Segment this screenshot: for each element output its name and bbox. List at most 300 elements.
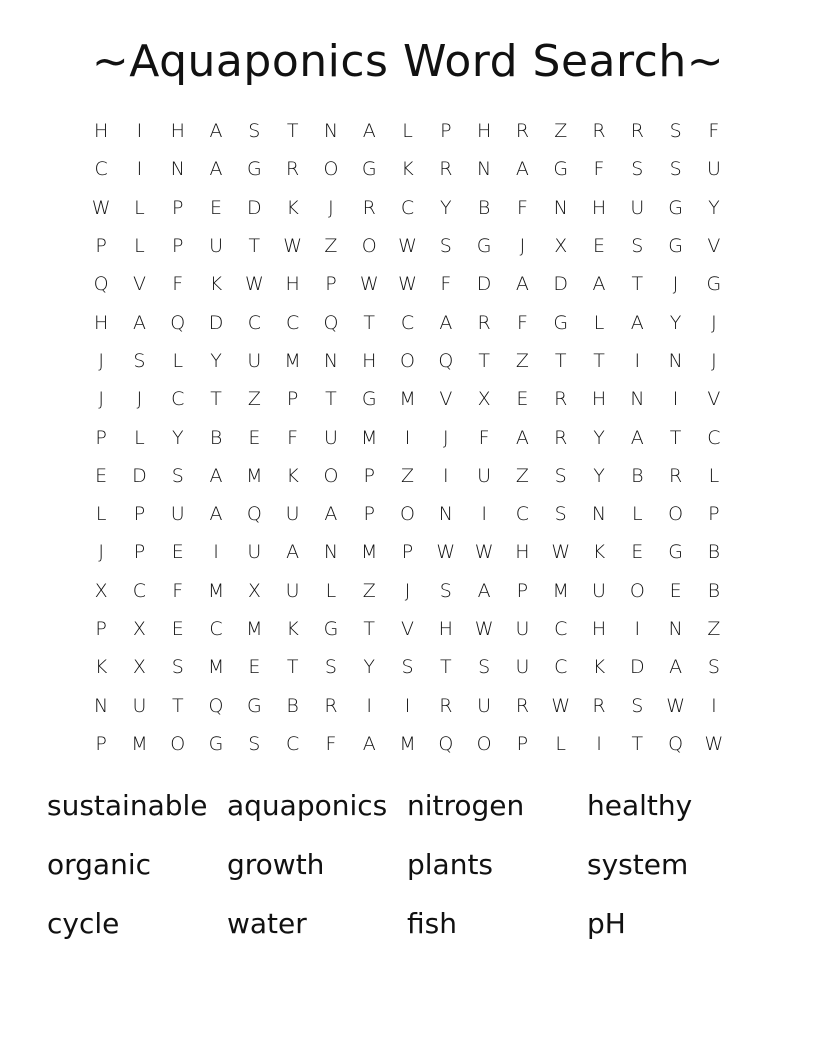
grid-letter: H — [285, 273, 300, 296]
grid-letter: A — [592, 273, 606, 296]
grid-letter: F — [593, 158, 605, 181]
grid-letter: E — [669, 579, 682, 602]
grid-letter: M — [207, 579, 225, 602]
grid-letter: K — [286, 464, 299, 487]
grid-letter: Y — [363, 656, 376, 679]
grid-letter: R — [439, 158, 453, 181]
grid-letter: G — [553, 158, 569, 181]
grid-letter: P — [133, 503, 146, 526]
grid-letter: I — [404, 694, 411, 717]
grid-letter: T — [631, 732, 644, 755]
grid-letter: S — [554, 464, 567, 487]
grid-letter: N — [591, 503, 607, 526]
word-list-item: healthy — [587, 789, 693, 822]
grid-letter: N — [553, 196, 568, 219]
grid-letter: W — [398, 273, 417, 296]
grid-letter: S — [554, 503, 567, 526]
grid-letter: G — [246, 694, 262, 717]
grid-letter: Q — [246, 503, 262, 526]
grid-letter: V — [707, 235, 721, 258]
grid-letter: S — [439, 579, 452, 602]
grid-letter: C — [171, 388, 185, 411]
grid-letter: N — [477, 158, 492, 181]
grid-letter: V — [439, 388, 453, 411]
grid-letter: R — [630, 120, 644, 143]
grid-letter: P — [363, 464, 375, 487]
grid-letter: R — [439, 694, 453, 717]
grid-letter: T — [286, 120, 299, 143]
grid-letter: B — [631, 464, 644, 487]
grid-letter: L — [134, 235, 145, 258]
grid-letter: N — [170, 158, 185, 181]
grid-letter: P — [95, 235, 107, 258]
grid-letter: K — [401, 158, 414, 181]
grid-letter: Z — [515, 349, 529, 372]
grid-letter: K — [592, 541, 606, 564]
grid-letter: P — [363, 503, 375, 526]
grid-letter: Z — [554, 120, 568, 143]
grid-letter: U — [515, 656, 530, 679]
grid-letter: R — [515, 694, 530, 717]
grid-letter: G — [668, 541, 683, 564]
word-list-item: plants — [407, 848, 494, 881]
grid-letter: E — [248, 656, 261, 679]
grid-letter: Y — [593, 464, 605, 487]
grid-letter: O — [323, 464, 339, 487]
grid-letter: A — [209, 120, 223, 143]
grid-letter: Z — [707, 618, 721, 640]
grid-letter: G — [706, 273, 722, 296]
grid-letter: W — [704, 732, 724, 755]
grid-letter: S — [631, 235, 644, 258]
grid-letter: H — [170, 120, 185, 143]
grid-letter: L — [555, 732, 566, 755]
grid-letter: C — [132, 579, 147, 602]
grid-letter: T — [440, 656, 452, 679]
grid-letter: Y — [708, 196, 720, 219]
grid-letter: L — [708, 464, 720, 487]
grid-letter: P — [440, 120, 452, 143]
grid-letter: I — [481, 503, 487, 526]
grid-letter: I — [596, 732, 602, 755]
grid-letter: L — [325, 579, 337, 602]
grid-letter: S — [324, 656, 337, 679]
grid-letter: X — [247, 579, 261, 602]
grid-letter: A — [362, 732, 376, 755]
grid-letter: S — [478, 656, 491, 679]
grid-letter: S — [133, 349, 146, 372]
grid-letter: I — [672, 388, 679, 411]
grid-letter: X — [554, 235, 568, 258]
grid-letter: T — [210, 388, 222, 411]
grid-letter: E — [171, 541, 184, 564]
grid-letter: W — [436, 541, 456, 564]
grid-letter: U — [477, 694, 492, 717]
grid-letter: H — [591, 618, 607, 640]
grid-letter: U — [592, 579, 606, 602]
grid-letter: G — [323, 618, 339, 640]
grid-letter: Z — [515, 464, 529, 487]
grid-letter: E — [95, 464, 108, 487]
grid-letter: F — [516, 196, 528, 219]
grid-letter: G — [553, 311, 569, 334]
grid-letter: I — [443, 464, 449, 487]
grid-letter: W — [474, 541, 494, 564]
grid-letter: S — [631, 158, 644, 181]
grid-letter: C — [554, 618, 568, 640]
grid-letter: T — [593, 349, 605, 372]
grid-letter: H — [94, 311, 109, 334]
grid-letter: P — [708, 503, 720, 526]
grid-letter: H — [515, 541, 530, 564]
grid-letter: U — [477, 464, 492, 487]
grid-letter: U — [630, 196, 645, 219]
grid-letter: H — [94, 120, 109, 143]
grid-letter: Y — [210, 349, 222, 372]
grid-letter: N — [323, 541, 339, 564]
grid-letter: W — [91, 196, 111, 219]
grid-letter: M — [284, 349, 301, 372]
grid-letter: C — [707, 426, 721, 449]
grid-letter: D — [247, 196, 262, 219]
grid-letter: T — [631, 273, 644, 296]
word-list-item: water — [227, 907, 307, 940]
grid-letter: L — [402, 120, 413, 143]
grid-letter: T — [554, 349, 567, 372]
grid-letter: K — [94, 656, 108, 679]
word-list-item: organic — [47, 848, 152, 881]
grid-letter: U — [285, 503, 300, 526]
grid-letter: U — [132, 694, 147, 717]
grid-letter: A — [515, 426, 529, 449]
grid-letter: T — [669, 426, 682, 449]
letter-grid — [82, 112, 733, 763]
grid-letter: Z — [324, 235, 338, 258]
grid-letter: F — [440, 273, 452, 296]
grid-letter: X — [94, 579, 108, 602]
grid-letter: S — [401, 656, 414, 679]
grid-letter: W — [666, 694, 685, 717]
grid-letter: O — [400, 503, 415, 526]
grid-letter: M — [399, 732, 416, 755]
grid-letter: M — [361, 541, 378, 564]
grid-letter: D — [208, 311, 224, 334]
grid-letter: Q — [323, 311, 339, 334]
grid-letter: B — [707, 541, 721, 564]
grid-letter: N — [630, 388, 645, 411]
grid-letter: E — [210, 196, 223, 219]
grid-letter: S — [248, 120, 261, 143]
grid-letter: P — [325, 273, 337, 296]
grid-letter: Q — [208, 694, 224, 717]
grid-letter: G — [476, 235, 492, 258]
grid-letter: O — [170, 732, 186, 755]
grid-letter: E — [516, 388, 529, 411]
grid-letter: T — [478, 349, 490, 372]
grid-letter: K — [286, 196, 299, 219]
grid-letter: P — [95, 426, 107, 449]
grid-letter: R — [592, 694, 606, 717]
grid-letter: R — [669, 464, 683, 487]
grid-letter: L — [172, 349, 184, 372]
grid-letter: I — [136, 158, 143, 181]
grid-letter: J — [443, 426, 449, 449]
grid-letter: N — [94, 694, 109, 717]
grid-letter: U — [323, 426, 338, 449]
grid-letter: O — [476, 732, 492, 755]
grid-letter: F — [172, 579, 184, 602]
grid-letter: W — [551, 694, 571, 717]
grid-letter: S — [669, 120, 682, 143]
grid-letter: G — [361, 158, 377, 181]
grid-letter: A — [630, 311, 644, 334]
grid-letter: H — [591, 196, 607, 219]
grid-letter: M — [207, 656, 225, 679]
grid-letter: I — [711, 694, 717, 717]
grid-letter: A — [209, 464, 223, 487]
grid-letter: U — [285, 579, 300, 602]
grid-letter: B — [707, 579, 721, 602]
grid-letter: C — [554, 656, 568, 679]
grid-letter: R — [324, 694, 338, 717]
grid-letter: J — [98, 541, 104, 564]
grid-letter: S — [669, 158, 682, 181]
grid-letter: F — [478, 426, 490, 449]
grid-letter: X — [132, 656, 146, 679]
grid-letter: P — [95, 618, 107, 640]
grid-letter: A — [362, 120, 376, 143]
grid-letter: Z — [401, 464, 415, 487]
grid-letter: A — [630, 426, 644, 449]
grid-letter: R — [362, 196, 376, 219]
grid-letter: U — [170, 503, 185, 526]
grid-letter: L — [134, 196, 145, 219]
grid-letter: Q — [438, 349, 454, 372]
grid-letter: P — [133, 541, 146, 564]
grid-letter: M — [552, 579, 569, 602]
grid-letter: C — [247, 311, 261, 334]
grid-letter: L — [593, 311, 605, 334]
grid-letter: H — [591, 388, 607, 411]
grid-letter: A — [209, 158, 223, 181]
grid-letter: A — [209, 503, 223, 526]
grid-letter: T — [363, 311, 376, 334]
grid-letter: R — [554, 388, 568, 411]
grid-letter: P — [172, 196, 184, 219]
grid-letter: L — [134, 426, 145, 449]
grid-letter: E — [171, 618, 184, 640]
grid-letter: C — [515, 503, 530, 526]
grid-letter: H — [438, 618, 453, 640]
grid-letter: Z — [362, 579, 376, 602]
grid-letter: D — [629, 656, 645, 679]
grid-letter: C — [209, 618, 223, 640]
grid-letter: S — [439, 235, 452, 258]
grid-letter: B — [209, 426, 223, 449]
grid-letter: W — [551, 541, 571, 564]
grid-letter: O — [629, 579, 645, 602]
grid-letter: G — [208, 732, 224, 755]
grid-letter: Y — [171, 426, 184, 449]
grid-letter: O — [361, 235, 377, 258]
grid-letter: L — [95, 503, 107, 526]
grid-letter: Y — [593, 426, 605, 449]
grid-letter: Q — [438, 732, 454, 755]
grid-letter: N — [668, 618, 683, 640]
grid-letter: U — [247, 541, 262, 564]
grid-letter: C — [285, 732, 300, 755]
page-title: ~Aquaponics Word Search~ — [91, 36, 725, 87]
grid-letter: D — [553, 273, 569, 296]
grid-letter: J — [328, 196, 334, 219]
word-list — [47, 776, 767, 953]
grid-letter: K — [286, 618, 299, 640]
grid-letter: T — [248, 235, 261, 258]
grid-letter: G — [361, 388, 377, 411]
grid-letter: D — [132, 464, 147, 487]
grid-letter: L — [632, 503, 643, 526]
grid-letter: S — [248, 732, 261, 755]
word-list-item: nitrogen — [407, 789, 525, 822]
grid-letter: D — [476, 273, 492, 296]
grid-letter: I — [366, 694, 373, 717]
grid-letter: J — [711, 311, 717, 334]
word-list-item: cycle — [47, 907, 120, 940]
grid-letter: R — [515, 120, 530, 143]
grid-letter: R — [286, 158, 300, 181]
grid-letter: N — [323, 120, 339, 143]
grid-letter: T — [363, 618, 376, 640]
word-list-item: pH — [587, 907, 626, 940]
grid-letter: P — [516, 732, 529, 755]
grid-letter: E — [593, 235, 606, 258]
grid-letter: Q — [93, 273, 109, 296]
grid-letter: P — [286, 388, 299, 411]
word-list-item: growth — [227, 848, 325, 881]
grid-letter: O — [400, 349, 415, 372]
grid-letter: J — [404, 579, 411, 602]
grid-letter: F — [287, 426, 299, 449]
grid-letter: Z — [247, 388, 261, 411]
grid-letter: N — [438, 503, 453, 526]
grid-letter: C — [285, 311, 300, 334]
grid-letter: R — [592, 120, 606, 143]
grid-letter: K — [592, 656, 606, 679]
grid-letter: P — [95, 732, 107, 755]
grid-letter: G — [246, 158, 262, 181]
grid-letter: F — [325, 732, 337, 755]
grid-letter: E — [248, 426, 261, 449]
grid-letter: S — [171, 464, 184, 487]
grid-letter: U — [706, 158, 721, 181]
grid-letter: V — [401, 618, 415, 640]
word-list-item: aquaponics — [227, 789, 388, 822]
grid-letter: I — [634, 349, 641, 372]
grid-letter: A — [515, 158, 529, 181]
word-list-item: sustainable — [47, 789, 208, 822]
grid-letter: B — [286, 694, 299, 717]
grid-letter: M — [246, 464, 263, 487]
grid-letter: C — [400, 196, 415, 219]
word-list-item: system — [587, 848, 689, 881]
grid-letter: T — [325, 388, 337, 411]
grid-letter: J — [519, 235, 526, 258]
grid-letter: X — [477, 388, 491, 411]
grid-letter: U — [209, 235, 223, 258]
grid-letter: F — [172, 273, 184, 296]
grid-letter: N — [323, 349, 339, 372]
grid-letter: J — [98, 349, 104, 372]
grid-letter: K — [209, 273, 223, 296]
grid-letter: M — [246, 618, 263, 640]
grid-letter: G — [668, 235, 683, 258]
grid-letter: V — [707, 388, 721, 411]
grid-letter: C — [94, 158, 108, 181]
grid-letter: M — [131, 732, 148, 755]
grid-letter: W — [244, 273, 264, 296]
grid-letter: R — [554, 426, 568, 449]
grid-letter: A — [439, 311, 453, 334]
grid-letter: F — [516, 311, 528, 334]
grid-letter: U — [515, 618, 530, 640]
grid-letter: W — [398, 235, 417, 258]
grid-letter: I — [404, 426, 411, 449]
grid-letter: A — [286, 541, 300, 564]
grid-letter: G — [668, 196, 683, 219]
grid-letter: S — [631, 694, 644, 717]
grid-letter: Y — [669, 311, 682, 334]
grid-letter: O — [668, 503, 684, 526]
grid-letter: F — [708, 120, 720, 143]
grid-letter: T — [171, 694, 184, 717]
grid-letter: U — [247, 349, 262, 372]
grid-letter: J — [136, 388, 143, 411]
grid-letter: P — [172, 235, 184, 258]
grid-letter: O — [323, 158, 339, 181]
grid-letter: W — [283, 235, 303, 258]
grid-letter: R — [477, 311, 491, 334]
grid-letter: J — [672, 273, 679, 296]
grid-letter: I — [136, 120, 143, 143]
grid-letter: I — [634, 618, 641, 640]
grid-letter: J — [98, 388, 104, 411]
grid-letter: E — [631, 541, 644, 564]
grid-letter: I — [213, 541, 219, 564]
grid-letter: Q — [668, 732, 684, 755]
grid-letter: J — [711, 349, 717, 372]
grid-letter: V — [132, 273, 146, 296]
grid-letter: X — [132, 618, 146, 640]
grid-letter: S — [171, 656, 184, 679]
grid-letter: N — [668, 349, 683, 372]
grid-letter: A — [132, 311, 146, 334]
grid-letter: A — [515, 273, 529, 296]
grid-letter: P — [401, 541, 414, 564]
grid-letter: Y — [440, 196, 452, 219]
word-list-item: fish — [407, 907, 457, 940]
grid-letter: A — [477, 579, 491, 602]
grid-letter: M — [361, 426, 378, 449]
grid-letter: S — [707, 656, 720, 679]
grid-letter: A — [324, 503, 338, 526]
grid-letter: W — [359, 273, 379, 296]
grid-letter: W — [474, 618, 494, 640]
grid-letter: Q — [170, 311, 186, 334]
grid-letter: P — [516, 579, 529, 602]
grid-letter: C — [400, 311, 415, 334]
grid-letter: H — [476, 120, 492, 143]
grid-letter: B — [477, 196, 491, 219]
